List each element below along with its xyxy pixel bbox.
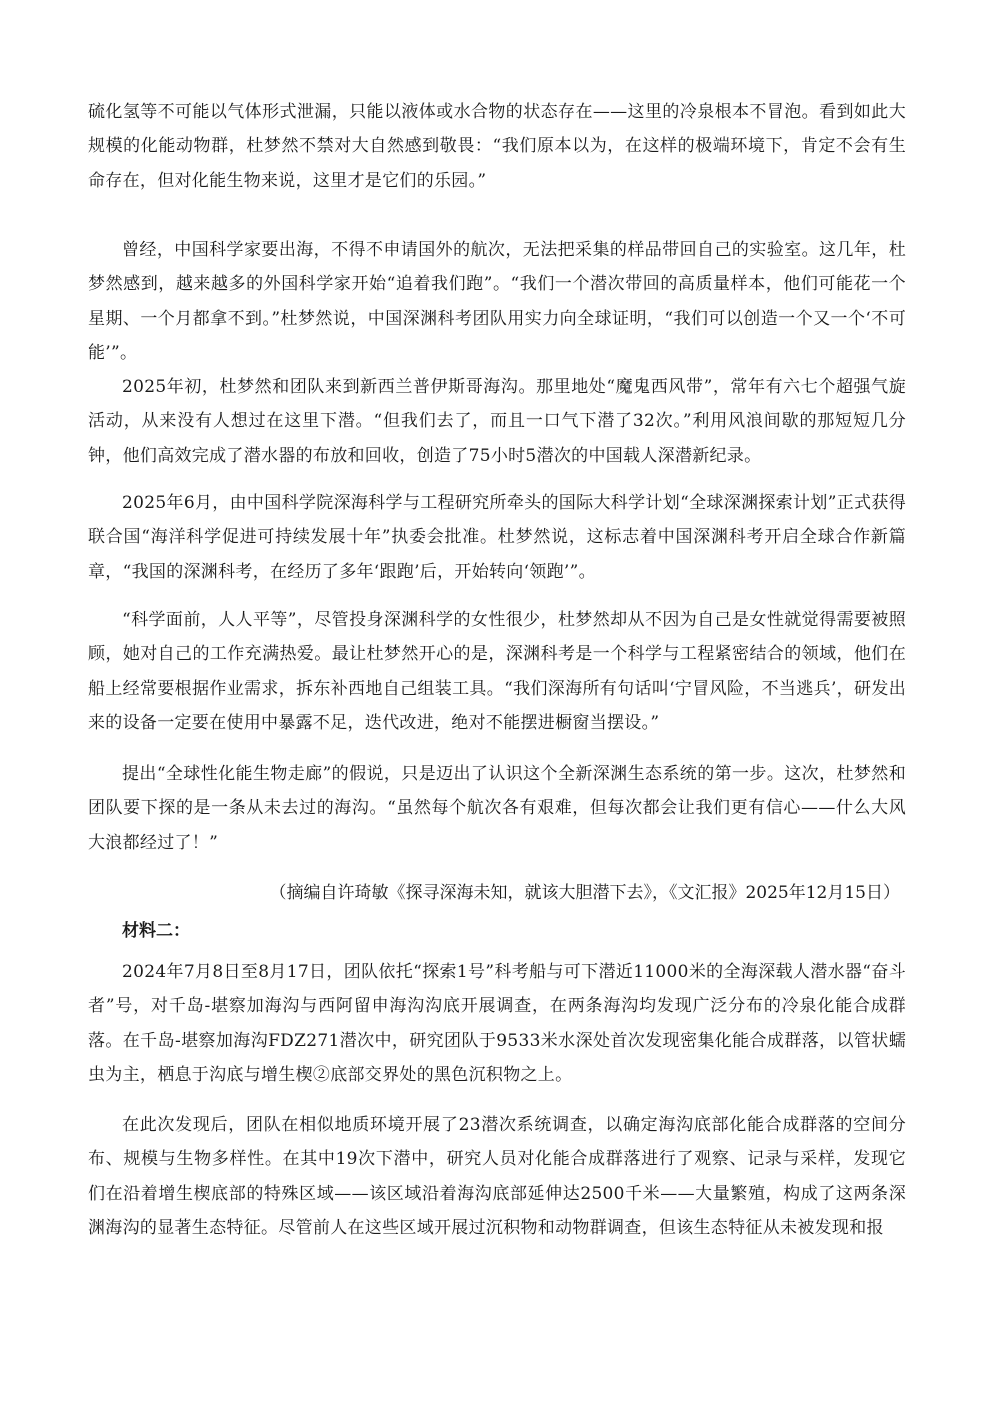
paragraph: 在此次发现后，团队在相似地质环境开展了23潜次系统调查，以确定海沟底部化能合成群落的空间分布、规模与生物多样性。在其中19次下潜中，研究人员对化能合成群落进行了观察、记录与采样，发现它们在沿着增生楔底部的特殊区域——该区域沿着海沟底部延伸达2500千米——大量繁殖，构成了这两条深渊海沟的显著生态特征。尽管前人在这些区域开展过沉积物和动物群调查，但该生态特征从未被发现和报	[88, 1115, 906, 1239]
source-citation: （摘编自许琦敏《探寻深海未知，就该大胆潜下去》，《文汇报》2025年12月15日）	[269, 883, 900, 903]
paragraph: 曾经，中国科学家要出海，不得不申请国外的航次，无法把采集的样品带回自己的实验室。这几年，杜梦然感到，越来越多的外国科学家开始“追着我们跑”。“我们一个潜次带回的高质量样本，他们可能花一个星期、一个月都拿不到。”杜梦然说，中国深渊科考团队用实力向全球证明，“我们可以创造一个又一个‘不可能’”。	[88, 240, 906, 364]
section-heading: 材料二：	[122, 921, 190, 941]
paragraph: 2025年初，杜梦然和团队来到新西兰普伊斯哥海沟。那里地处“魔鬼西风带”，常年有六七个超强气旋活动，从来没有人想过在这里下潜。“但我们去了，而且一口气下潜了32次。”利用风浪间歇的那短短几分钟，他们高效完成了潜水器的布放和回收，创造了75小时5潜次的中国载人深潜新纪录。	[88, 377, 906, 466]
paragraph: “科学面前，人人平等”，尽管投身深渊科学的女性很少，杜梦然却从不因为自己是女性就觉得需要被照顾，她对自己的工作充满热爱。最让杜梦然开心的是，深渊科考是一个科学与工程紧密结合的领域，他们在船上经常要根据作业需求，拆东补西地自己组装工具。“我们深海所有句话叫‘宁冒风险，不当逃兵’，研发出来的设备一定要在使用中暴露不足，迭代改进，绝对不能摆进橱窗当摆设。”	[88, 610, 906, 734]
paragraph: 提出“全球性化能生物走廊”的假说，只是迈出了认识这个全新深渊生态系统的第一步。这次，杜梦然和团队要下探的是一条从未去过的海沟。“虽然每个航次各有艰难，但每次都会让我们更有信心——什么大风大浪都经过了！”	[88, 764, 906, 853]
paragraph-continuation: 硫化氢等不可能以气体形式泄漏，只能以液体或水合物的状态存在——这里的冷泉根本不冒泡。看到如此大规模的化能动物群，杜梦然不禁对大自然感到敬畏：“我们原本以为，在这样的极端环境下，肯定不会有生命存在，但对化能生物来说，这里才是它们的乐园。”	[88, 102, 906, 191]
paragraph: 2025年6月，由中国科学院深海科学与工程研究所牵头的国际大科学计划“全球深渊探索计划”正式获得联合国“海洋科学促进可持续发展十年”执委会批准。杜梦然说，这标志着中国深渊科考开启全球合作新篇章，“我国的深渊科考，在经历了多年‘跟跑’后，开始转向‘领跑’”。	[88, 493, 906, 582]
paragraph: 2024年7月8日至8月17日，团队依托“探索1号”科考船与可下潜近11000米的全海深载人潜水器“奋斗者”号，对千岛-堪察加海沟与西阿留申海沟沟底开展调查，在两条海沟均发现广泛分布的冷泉化能合成群落。在千岛-堪察加海沟FDZ271潜次中，研究团队于9533米水深处首次发现密集化能合成群落，以管状蠕虫为主，栖息于沟底与增生楔②底部交界处的黑色沉积物之上。	[88, 962, 906, 1086]
